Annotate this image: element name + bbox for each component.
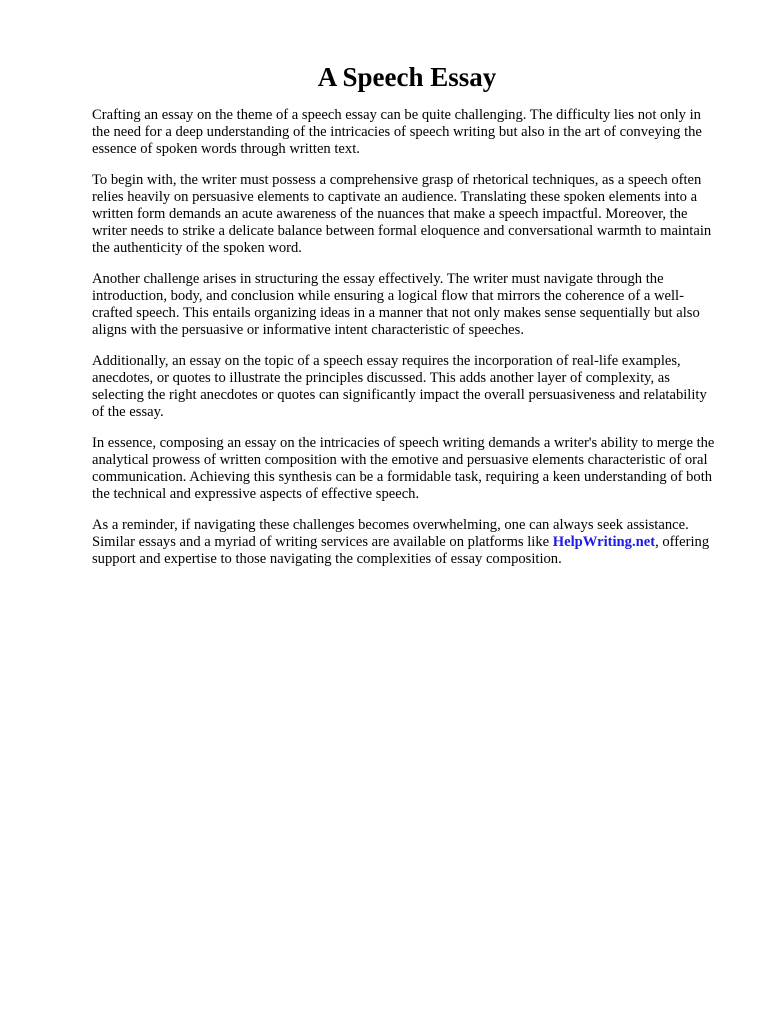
paragraph-1: Crafting an essay on the theme of a speech essay can be quite challenging. The difficulty lies not only in the need for a deep understanding of the intricacies of speech writing but also in the art of conveying the essence of spoken words through written text. — [92, 107, 702, 157]
document-title: A Speech Essay — [317, 62, 497, 92]
paragraph-6-text-after-link: , offering support and expertise to those navigating the complexities of essay composition. — [92, 534, 710, 567]
helpwriting-link[interactable]: HelpWriting.net — [552, 534, 656, 550]
paragraph-5: In essence, composing an essay on the intricacies of speech writing demands a writer's ability to merge the analytical prowess of written composition with the emotive and persuasive elements characteristic of oral communication. Achieving this synthesis can be a formidable task, requiring a keen understanding of both the technical and expressive aspects of effective speech. — [92, 435, 715, 502]
paragraph-6 — [92, 517, 722, 568]
paragraph-4: Additionally, an essay on the topic of a speech essay requires the incorporation of real-life examples, anecdotes, or quotes to illustrate the principles discussed. This adds another layer of complexity, as selecting the right anecdotes or quotes can significantly impact the overall persuasiveness and relatability of the essay. — [92, 353, 707, 420]
paragraph-2: To begin with, the writer must possess a comprehensive grasp of rhetorical techniques, as a speech often relies heavily on persuasive elements to captivate an audience. Translating these spoken elements into a written form demands an acute awareness of the nuances that make a speech impactful. Moreover, the writer needs to strike a delicate balance between formal eloquence and conversational warmth to maintain the authenticity of the spoken word. — [92, 172, 712, 256]
paragraph-3: Another challenge arises in structuring the essay effectively. The writer must navigate through the introduction, body, and conclusion while ensuring a logical flow that mirrors the coherence of a well-crafted speech. This entails organizing ideas in a manner that not only makes sense sequentially but also aligns with the persuasive or informative intent characteristic of speeches. — [92, 271, 700, 338]
paragraph-6-text-before-link: As a reminder, if navigating these challenges becomes overwhelming, one can always seek assistance. Similar essays and a myriad of writing services are available on platforms like — [92, 517, 689, 550]
